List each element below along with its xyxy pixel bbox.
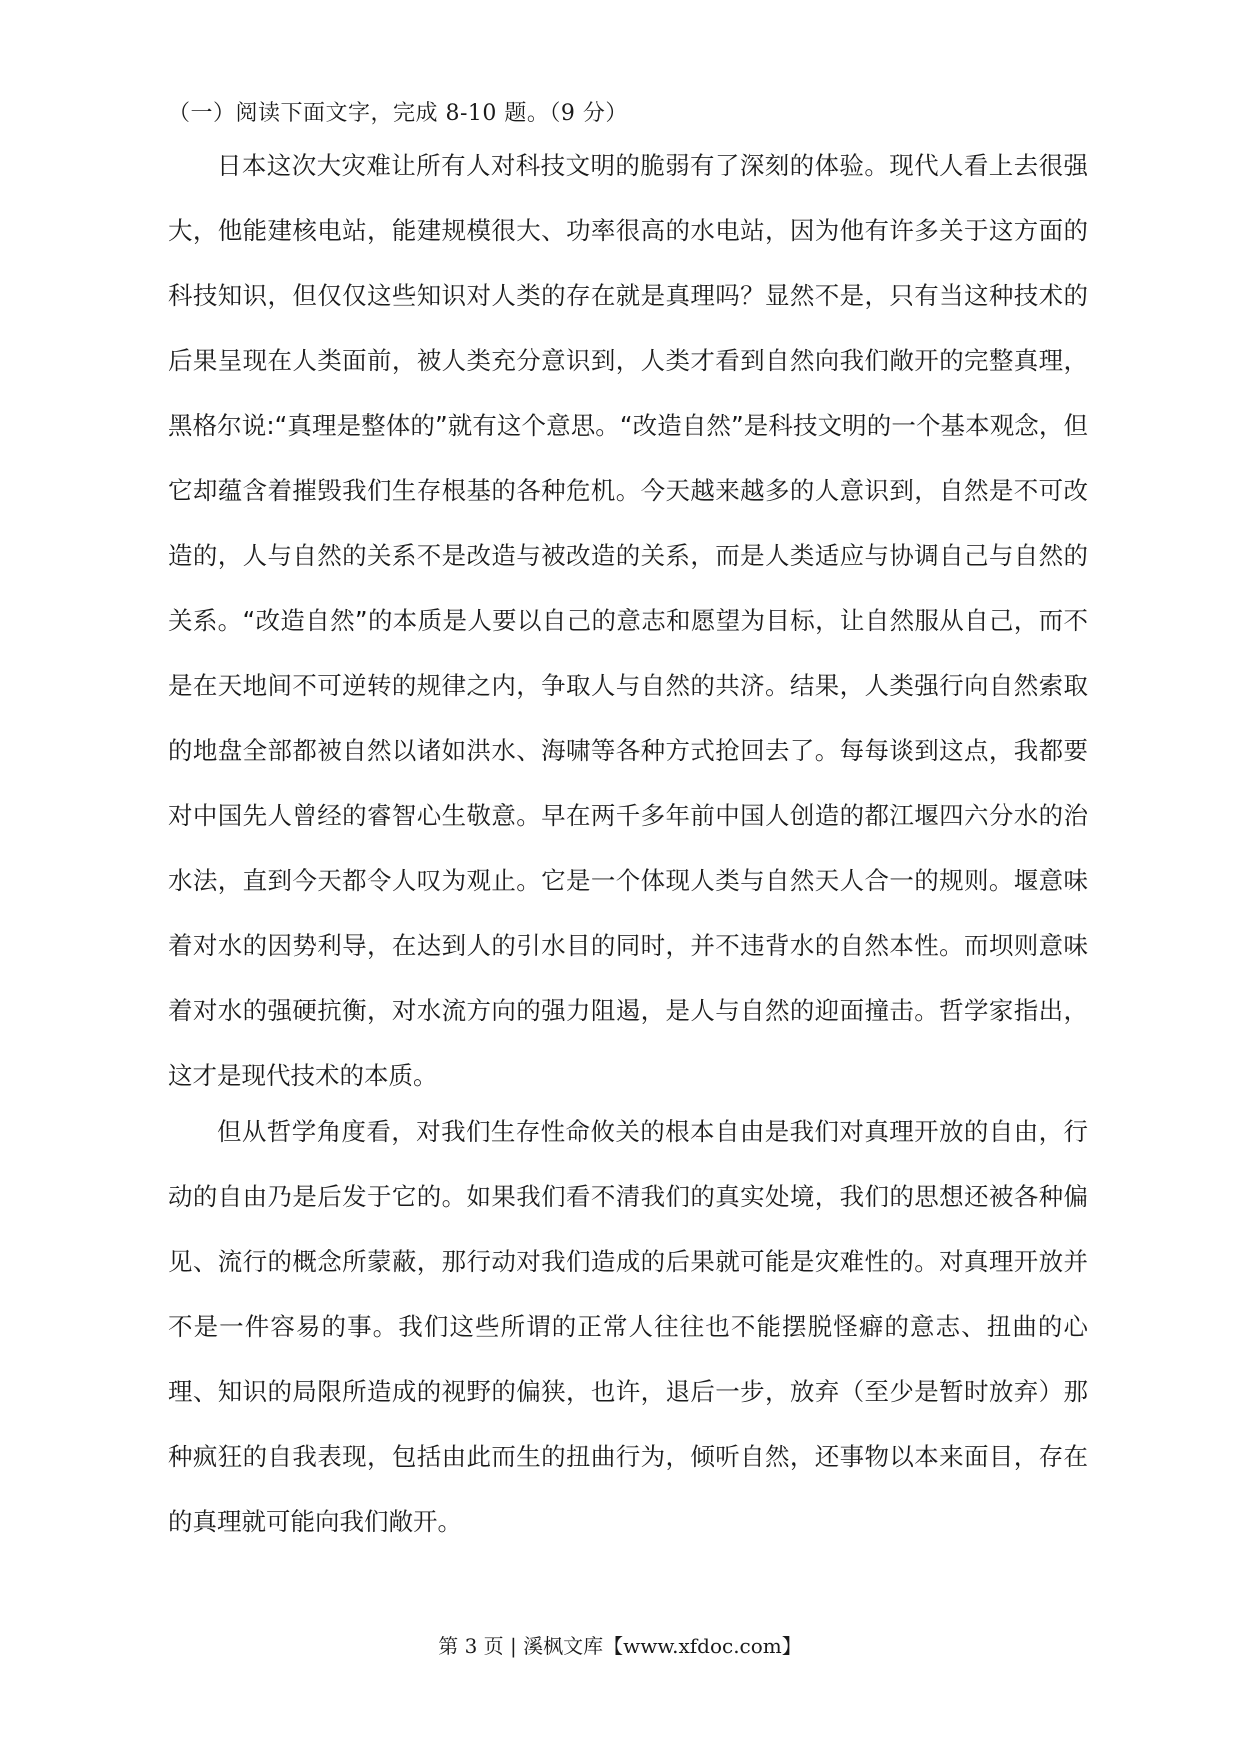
page-footer: 第 3 页 | 溪枫文库【www.xfdoc.com】 [438,1634,802,1658]
section-heading: （一）阅读下面文字，完成 8-10 题。（9 分） [168,101,628,126]
body-paragraph: 但从哲学角度看，对我们生存性命攸关的根本自由是我们对真理开放的自由，行动的自由乃是后发于它的。如果我们看不清我们的真实处境，我们的思想还被各种偏见、流行的概念所蒙蔽，那行动对我们造成的后果就可能是灾难性的。对真理开放并不是一件容易的事。我们这些所谓的正常人往往也不能摆脱怪癖的意志、扭曲的心理、知识的局限所造成的视野的偏狭，也许，退后一步，放弃（至少是暂时放弃）那种疯狂的自我表现，包括由此而生的扭曲行为，倾听自然，还事物以本来面目，存在的真理就可能向我们敞开。 [168,1117,1088,1536]
body-paragraph: 日本这次大灾难让所有人对科技文明的脆弱有了深刻的体验。现代人看上去很强大，他能建核电站，能建规模很大、功率很高的水电站，因为他有许多关于这方面的科技知识，但仅仅这些知识对人类的存在就是真理吗？显然不是，只有当这种技术的后果呈现在人类面前，被人类充分意识到，人类才看到自然向我们敞开的完整真理，黑格尔说:“真理是整体的”就有这个意思。“改造自然”是科技文明的一个基本观念，但它却蕴含着摧毁我们生存根基的各种危机。今天越来越多的人意识到，自然是不可改造的，人与自然的关系不是改造与被改造的关系，而是人类适应与协调自己与自然的关系。“改造自然”的本质是人要以自己的意志和愿望为目标，让自然服从自己，而不是在天地间不可逆转的规律之内，争取人与自然的共济。结果，人类强行向自然索取的地盘全部都被自然以诸如洪水、海啸等各种方式抢回去了。每每谈到这点，我都要对中国先人曾经的睿智心生敬意。早在两千多年前中国人创造的都江堰四六分水的治水法，直到今天都令人叹为观止。它是一个体现人类与自然天人合一的规则。堰意味着对水的因势利导，在达到人的引水目的同时，并不违背水的自然本性。而坝则意味着对水的强硬抗衡，对水流方向的强力阻遏，是人与自然的迎面撞击。哲学家指出，这才是现代技术的本质。 [168,151,1088,1090]
